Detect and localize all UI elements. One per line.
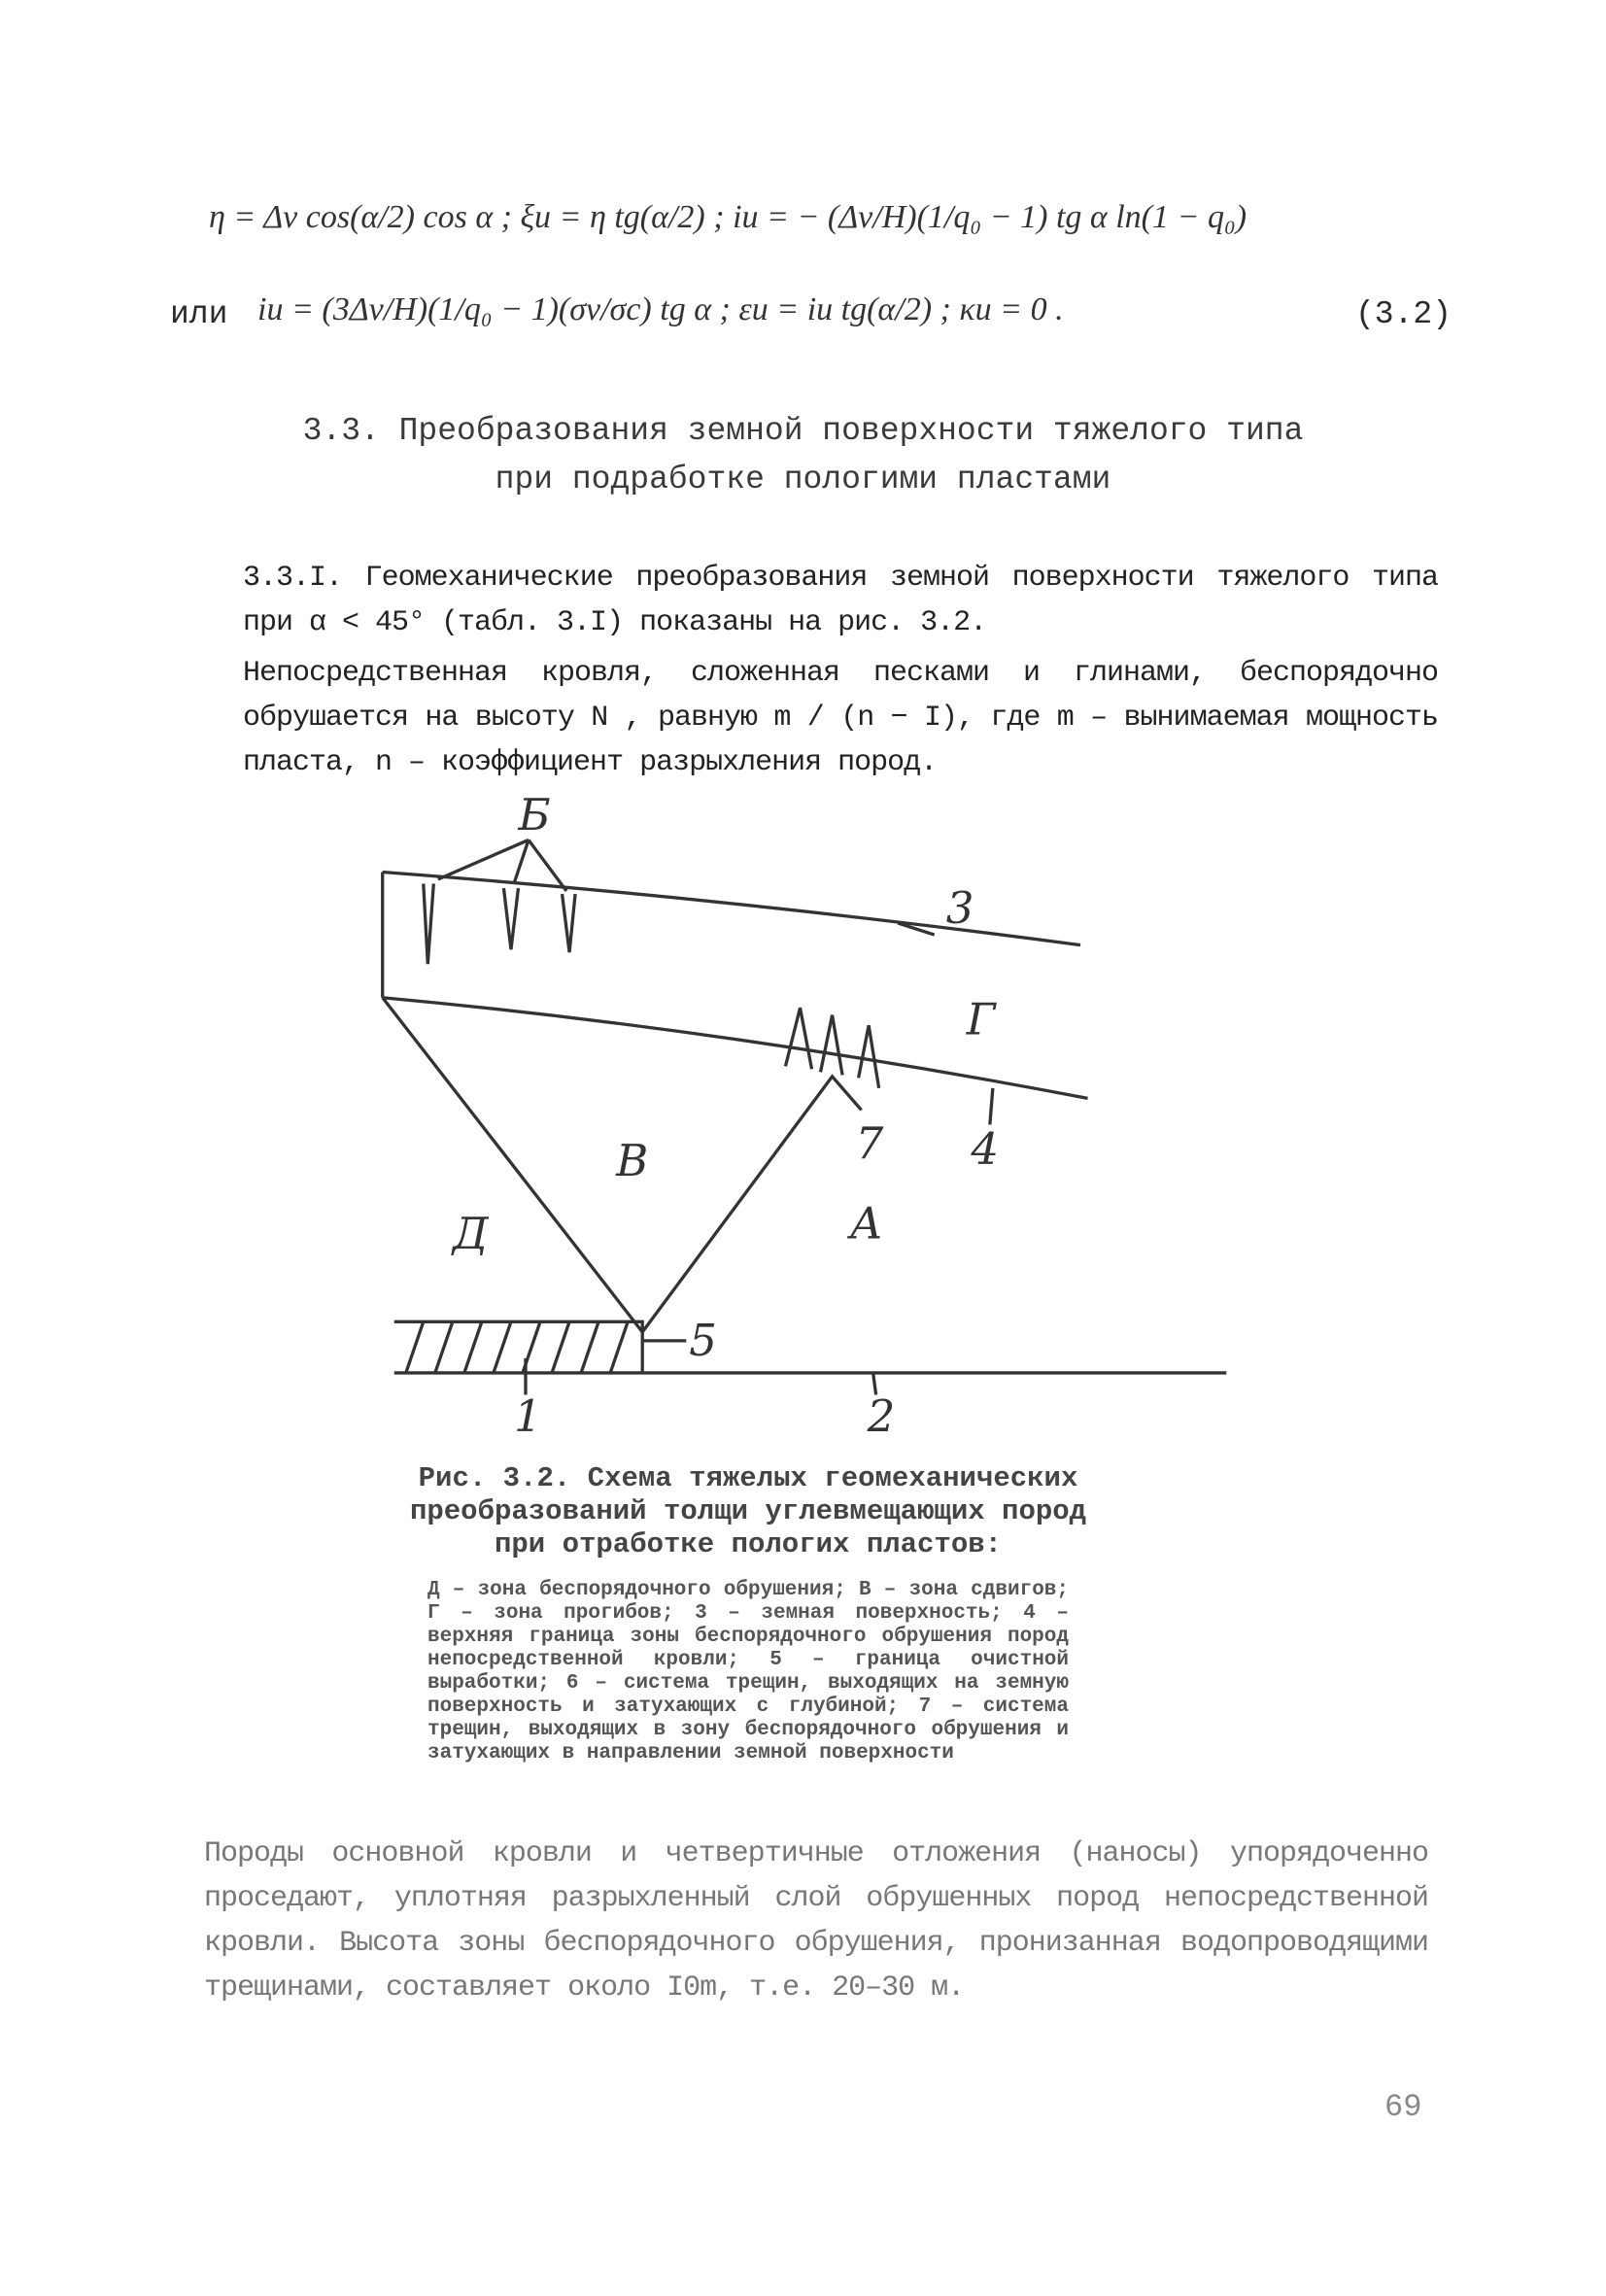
label-4: 4	[971, 1123, 1000, 1176]
label-2: 2	[867, 1390, 896, 1443]
label-3: 3	[945, 882, 974, 935]
figure-caption: Рис. 3.2. Схема тяжелых геомеханических преобразований толщи углевмещающих пород при отработке пологих пластов:	[409, 1462, 1087, 1560]
label-v: В	[616, 1135, 649, 1187]
formula-line-2: iu = (3Δv/H)(1/q₀ − 1)(σv/σc) tg α ; εu = iu tg(α/2) ; κu = 0 .	[257, 291, 1064, 327]
page-number: 69	[1384, 2089, 1422, 2125]
section-heading-line-1: 3.3. Преобразования земной поверхности тяжелого типа	[302, 413, 1304, 449]
paragraph-roof: Непосредственная кровля, сложенная песками и глинами, беспорядочно обрушается на высоту N , равную m / (n − I), где m – вынимаемая мощность пласта, n – коэффициент разрыхления пород.	[243, 657, 1438, 779]
formula-or: или	[170, 296, 228, 332]
section-heading-line-2: при подработке пологими пластами	[495, 462, 1111, 497]
figure-legend: Д – зона беспорядочного обрушения; В – зона сдвигов; Г – зона прогибов; 3 – земная поверхность; 4 – верхняя граница зоны беспорядочного обрушения пород непосредственной кровли; 5 – граница очистной выработки; 6 – система трещин, выходящих на земную поверхность и затухающих с глубиной; 7 – система трещин, выходящих в зону беспорядочного обрушения и затухающих в направлении земной поверхности	[427, 1579, 1069, 1765]
leader-4	[990, 1088, 993, 1125]
surface-cracks	[424, 884, 575, 965]
excavation-block	[394, 1321, 642, 1373]
equation-number: (3.2)	[1355, 296, 1452, 332]
closing-paragraph: Породы основной кровли и четвертичные отложения (наносы) упорядоченно проседают, уплотняя разрыхленный слой обрушенных пород непосредственной кровли. Высота зоны беспорядочного обрушения, пронизанная водопроводящими трещинами, составляет около I0m, т.е. 20–30 м.	[204, 1837, 1428, 2005]
label-1: 1	[513, 1390, 542, 1443]
label-7: 7	[855, 1117, 884, 1170]
label-d: Д	[452, 1208, 489, 1260]
label-a: А	[849, 1197, 883, 1250]
paragraph-3-3-1: 3.3.I. Геомеханические преобразования земной поверхности тяжелого типа при α < 45° (табл. 3.I) показаны на рис. 3.2.	[243, 562, 1438, 639]
label-5: 5	[689, 1314, 717, 1366]
label-g: Г	[966, 993, 996, 1045]
formula-line-1: η = Δv cos(α/2) cos α ; ξu = η tg(α/2) ; iu = − (Δv/H)(1/q₀ − 1) tg α ln(1 − q₀)	[209, 199, 1247, 235]
leaders-b	[438, 840, 566, 891]
label-b: Б	[518, 788, 551, 840]
earth-surface-line	[383, 872, 1080, 944]
excavation-hatch	[406, 1321, 628, 1373]
